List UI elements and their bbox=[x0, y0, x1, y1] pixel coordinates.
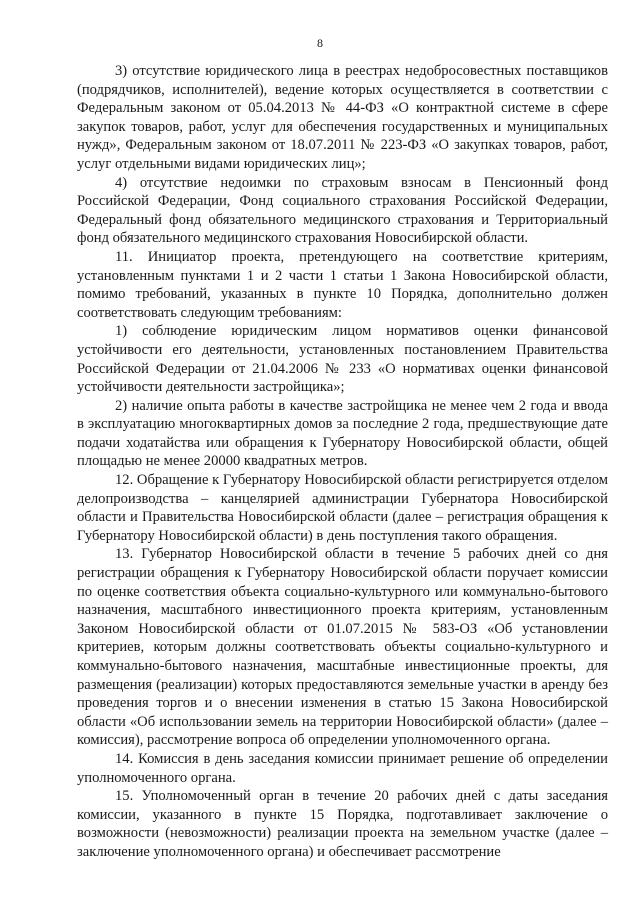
paragraph-clause-12: 12. Обращение к Губернатору Новосибирской области регистрируется отделом делопроизводства – канцелярией администрации Губернатора Новосибирской области и Правительства Новосибирской области (далее – регистрация обращения к Губернатору Новосибирской области) в день поступления такого обращения. bbox=[77, 472, 608, 544]
paragraph-item-3: 3) отсутствие юридического лица в реестрах недобросовестных поставщиков (подрядчиков, исполнителей), ведение которых осуществляется в соответствии с Федеральным законом от 05.04.2013 № 44-ФЗ «О контрактной системе в сфере закупок товаров, работ, услуг для обеспечения государственных и муниципальных нужд», Федеральным законом от 18.07.2011 № 223-ФЗ «О закупках товаров, работ, услуг отдельными видами юридических лиц»; bbox=[77, 63, 608, 172]
page-number: 8 bbox=[317, 36, 323, 50]
paragraph-item-2: 2) наличие опыта работы в качестве застройщика не менее чем 2 года и ввода в эксплуатацию многоквартирных домов за последние 2 года, предшествующие дате подачи ходатайства или обращения к Губернатору Новосибирской области, общей площадью не менее 20000 квадратных метров. bbox=[77, 397, 608, 470]
document-body bbox=[77, 62, 608, 862]
paragraph-item-4: 4) отсутствие недоимки по страховым взносам в Пенсионный фонд Российской Федерации, Фонд социального страхования Российской Федерации, Федеральный фонд обязательного медицинского страхования и Территориальный фонд обязательного медицинского страхования Новосибирской области. bbox=[77, 174, 608, 247]
paragraph-item-1: 1) соблюдение юридическим лицом нормативов оценки финансовой устойчивости его деятельности, установленных постановлением Правительства Российской Федерации от 21.04.2006 № 233 «О нормативах оценки финансовой устойчивости деятельности застройщика»; bbox=[77, 323, 608, 396]
paragraph-clause-14: 14. Комиссия в день заседания комиссии принимает решение об определении уполномоченного органа. bbox=[77, 750, 608, 786]
paragraph-clause-13: 13. Губернатор Новосибирской области в течение 5 рабочих дней со дня регистрации обращения к Губернатору Новосибирской области поручает комиссии по оценке соответствия объекта социально-культурного или коммунально-бытового назначения, масштабного инвестиционного проекта критериям, установленным Законом Новосибирской области от 01.07.2015 № 583-ОЗ «Об установлении критериев, которым должны соответствовать объекты социально-культурного и коммунально-бытового назначения, масштабные инвестиционные проекты, для размещения (реализации) которых предоставляются земельные участки в аренду без проведения торгов и о внесении изменения в статью 15 Закона Новосибирской области «Об использовании земель на территории Новосибирской области» (далее – комиссия), рассмотрение вопроса об определении уполномоченного органа. bbox=[77, 546, 608, 749]
paragraph-clause-15: 15. Уполномоченный орган в течение 20 рабочих дней с даты заседания комиссии, указанного в пункте 15 Порядка, подготавливает заключение о возможности (невозможности) реализации проекта на земельном участке (далее – заключение уполномоченного органа) и обеспечивает рассмотрение bbox=[77, 788, 608, 860]
paragraph-clause-11: 11. Инициатор проекта, претендующего на соответствие критериям, установленным пунктами 1 и 2 части 1 статьи 1 Закона Новосибирской области, помимо требований, указанных в пункте 10 Порядка, дополнительно должен соответствовать следующим требованиям: bbox=[77, 248, 608, 321]
